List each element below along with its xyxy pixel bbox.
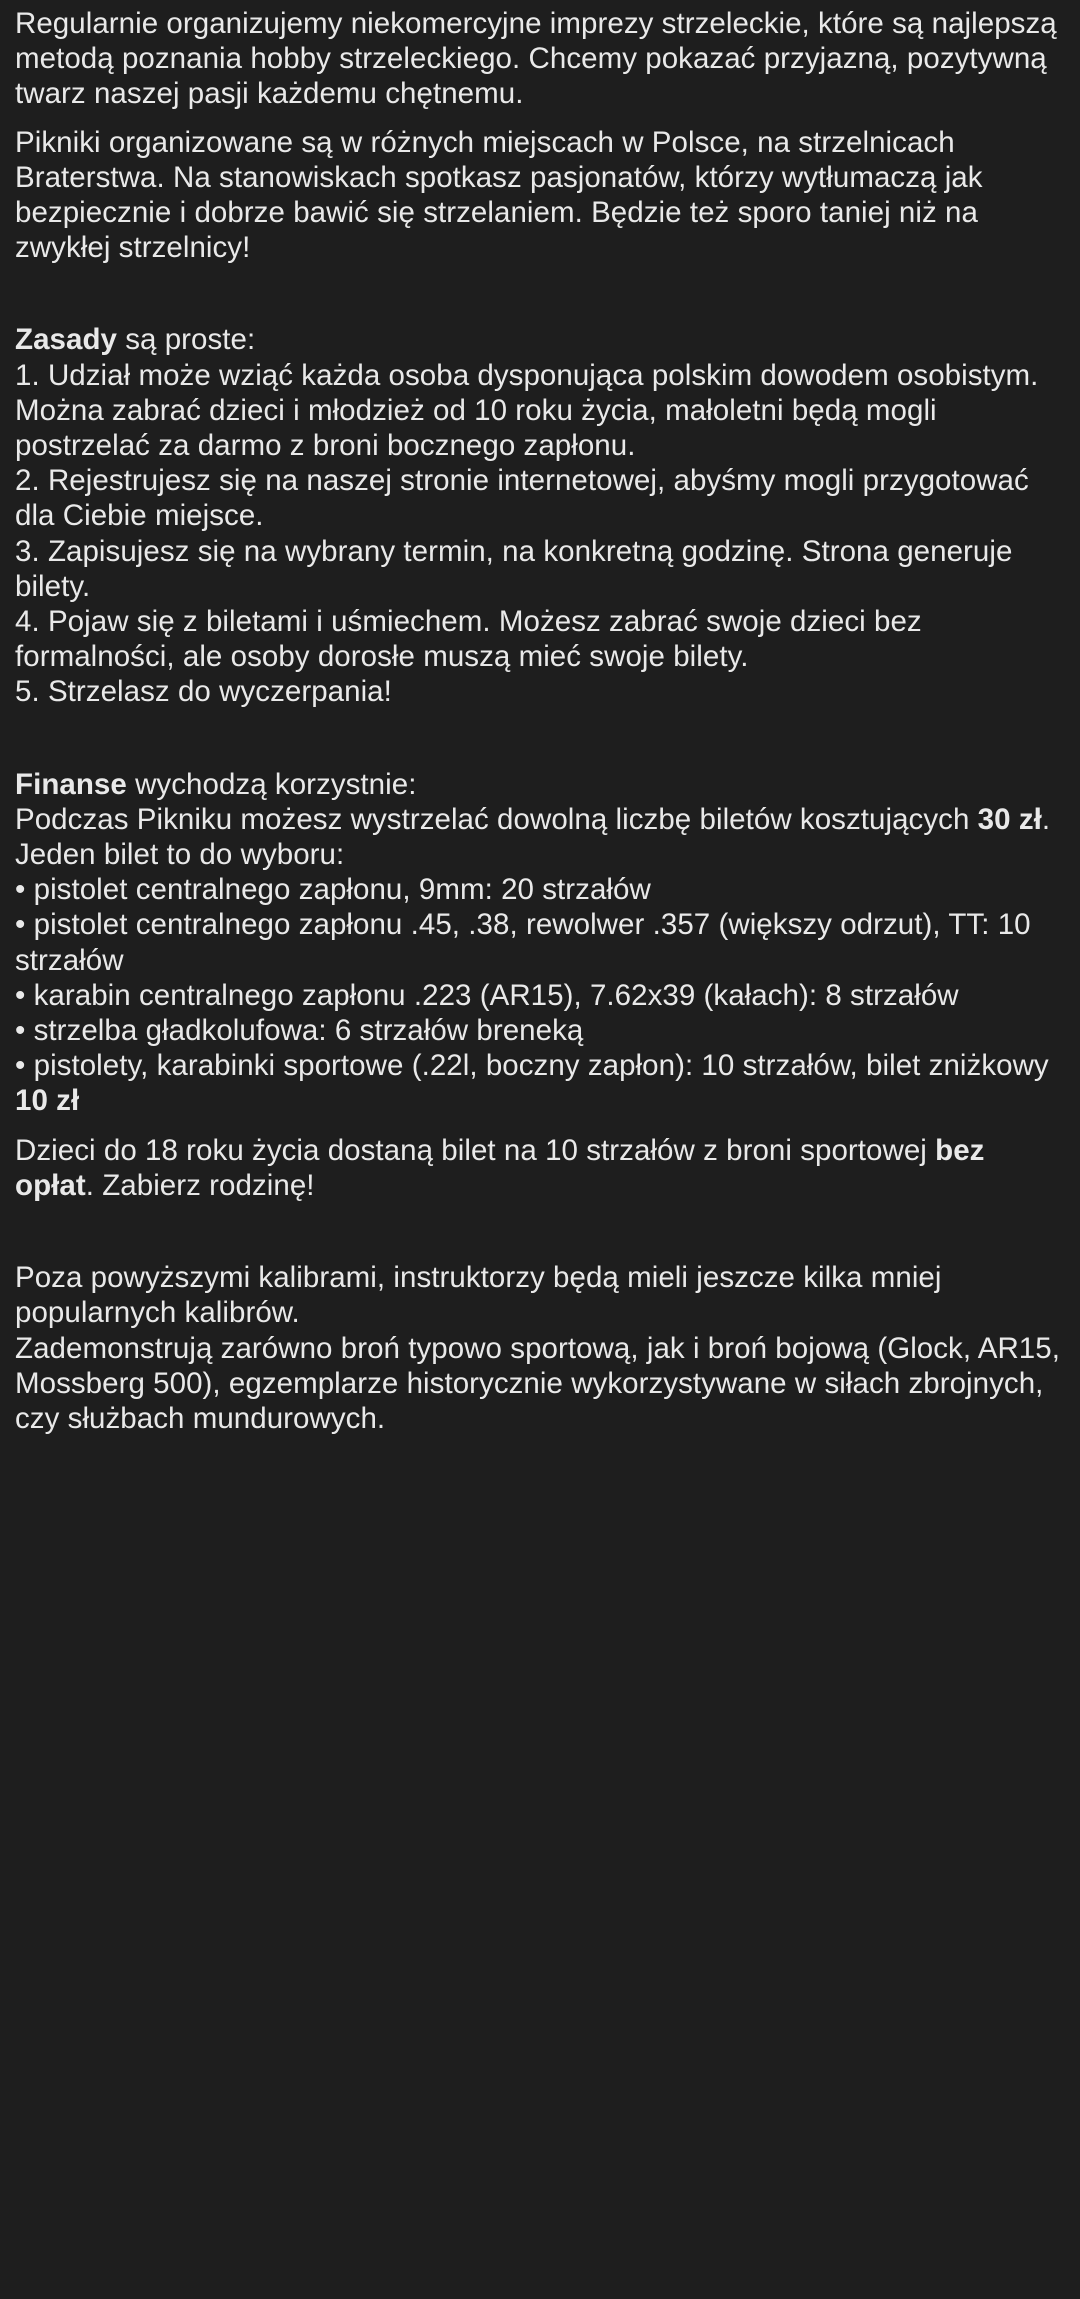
rule-item-5: 5. Strzelasz do wyczerpania! [15, 675, 392, 709]
ticket-price-pre: Podczas Pikniku możesz wystrzelać dowolną liczbę biletów kosztujących [15, 802, 978, 836]
list-item [15, 1048, 1060, 1118]
discount-price-value: 10 zł [15, 1084, 80, 1118]
heading-finanse-rest: wychodzą korzystnie: [126, 767, 417, 801]
heading-zasady-label: Zasady [15, 323, 117, 357]
paragraph-kalibry-2: Zademonstrują zarówno broń typowo sportową, jak i broń bojową (Glock, AR15, Mossberg 500), egzemplarze historycznie wykorzystywane w siłach zbrojnych, czy służbach mundurowych. [15, 1331, 1060, 1435]
rule-item-3: 3. Zapisujesz się na wybrany termin, na konkretną godzinę. Strona generuje bilety. [15, 534, 1013, 603]
list-item: • pistolet centralnego zapłonu .45, .38, rewolwer .357 (większy odrzut), TT: 10 strzałów [15, 908, 1031, 977]
ticket-price-value: 30 zł [977, 802, 1042, 836]
heading-zasady [15, 322, 1060, 357]
rule-item-2: 2. Rejestrujesz się na naszej stronie internetowej, abyśmy mogli przygotować dla Ciebie miejsce. [15, 464, 1029, 533]
spacer [15, 265, 1060, 322]
ticket-price-post: . Jeden bilet to do wyboru: [15, 802, 1051, 872]
spacer [15, 112, 1060, 125]
spacer [15, 1119, 1060, 1133]
spacer [15, 710, 1060, 767]
list-item: • pistolet centralnego zapłonu, 9mm: 20 strzałów [15, 873, 651, 907]
paragraph-intro: Regularnie organizujemy niekomercyjne imprezy strzeleckie, które są najlepszą metodą poznania hobby strzeleckiego. Chcemy pokazać przyjazną, pozytywną twarz naszej pasji każdemu chętnemu. [15, 7, 1057, 111]
list-item: • strzelba gładkolufowa: 6 strzałów breneką [15, 1014, 584, 1048]
paragraph-dzieci [15, 1133, 1060, 1203]
heading-finanse-label: Finanse [15, 767, 127, 801]
heading-finanse [15, 767, 1060, 802]
rule-item-4: 4. Pojaw się z biletami i uśmiechem. Możesz zabrać swoje dzieci bez formalności, ale osoby dorosłe muszą mieć swoje bilety. [15, 605, 922, 674]
spacer [15, 1203, 1060, 1260]
list-item: • karabin centralnego zapłonu .223 (AR15), 7.62x39 (kałach): 8 strzałów [15, 978, 959, 1012]
paragraph-pikniki: Pikniki organizowane są w różnych miejscach w Polsce, na strzelnicach Braterstwa. Na stanowiskach spotkasz pasjonatów, którzy wytłumaczą jak bezpiecznie i dobrze bawić się strzelaniem. Będzie też sporo taniej niż na zwykłej strzelnicy! [15, 125, 983, 265]
paragraph-kalibry-1: Poza powyższymi kalibrami, instruktorzy będą mieli jeszcze kilka mniej popularnych kalibrów. [15, 1261, 942, 1330]
dzieci-post: . Zabierz rodzinę! [85, 1168, 315, 1202]
heading-zasady-rest: są proste: [116, 323, 256, 357]
list-item-pre: • pistolety, karabinki sportowe (.22l, boczny zapłon): 10 strzałów, bilet zniżkowy [15, 1049, 1049, 1083]
dzieci-pre: Dzieci do 18 roku życia dostaną bilet na 10 strzałów z broni sportowej [15, 1133, 936, 1167]
ticket-price-text [15, 802, 1060, 872]
rule-item-1: 1. Udział może wziąć każda osoba dysponująca polskim dowodem osobistym. Można zabrać dzieci i młodzież od 10 roku życia, małoletni będą mogli postrzelać za darmo z broni bocznego zapłonu. [15, 358, 1039, 463]
dzieci-bold: bez opłat [15, 1133, 985, 1202]
